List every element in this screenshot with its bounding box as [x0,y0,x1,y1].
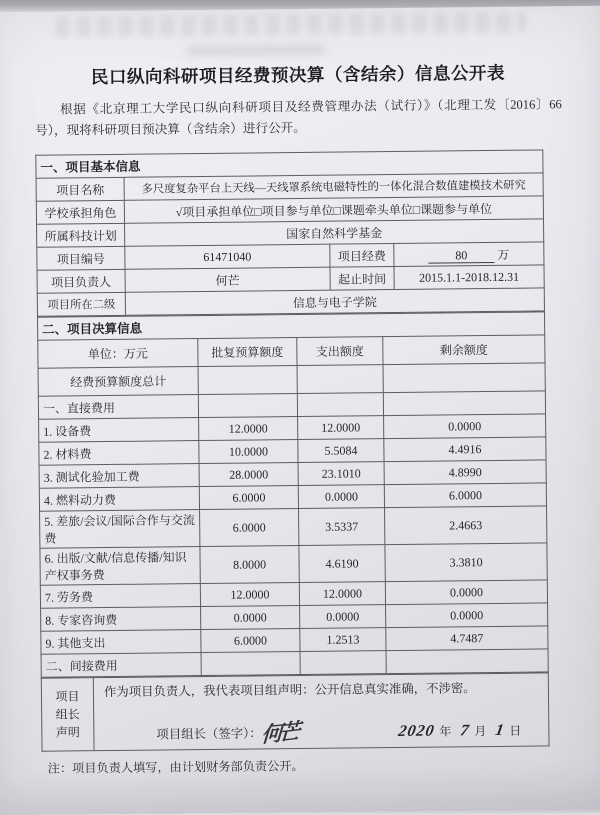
statement-table [41,672,550,751]
date-month: 7 [459,722,471,740]
statement-label [41,678,94,752]
indirect-spent-cell [300,651,386,675]
program-label: 所属科技计划 [37,223,125,247]
budget-table [37,311,549,677]
item-budget: 10.0000 [199,440,298,464]
item-label: 6. 出版/文献/信息传播/知识产权事务费 [40,547,200,586]
item-label: 1. 设备费 [39,418,199,443]
item-remain: 6.0000 [384,483,546,508]
indirect-cost-label: 二、间接费用 [41,653,201,678]
date-year: 2020 [396,722,436,741]
footnote: 注：项目负责人填写，由计划财务部负责公开。 [47,758,304,776]
dept-value: 信息与电子学院 [125,288,544,315]
item-budget: 28.0000 [199,463,298,487]
direct-cost-label: 一、直接费用 [38,395,198,420]
fund-amount: 80 [428,247,494,263]
pi-value: 何芒 [125,267,330,292]
item-remain: 2.4663 [385,506,547,545]
item-spent: 12.0000 [299,582,385,606]
dept-label: 项目所在二级 [37,292,125,316]
document-title: 民口纵向科研项目经费预决算（含结余）信息公开表 [90,62,506,88]
col-header-budget: 批复预算额度 [198,338,297,367]
item-remain: 0.0000 [386,603,548,628]
item-remain: 0.0000 [385,580,547,605]
item-spent: 1.2513 [300,628,386,652]
item-spent: 23.1010 [298,462,384,486]
item-label: 4. 燃料动力费 [39,487,199,512]
indirect-remain-cell [386,649,548,674]
fund-value-cell [394,242,544,267]
item-remain: 4.8990 [384,460,546,485]
item-label: 9. 其他支出 [41,630,201,655]
item-label: 5. 差旅/会议/国际合作与交流费 [40,510,200,549]
item-budget: 6.0000 [199,486,298,510]
item-budget: 8.0000 [200,546,299,584]
year-suffix: 年 [439,724,452,739]
month-suffix: 月 [474,724,487,739]
col-header-remain: 剩余额度 [383,335,545,365]
item-spent: 5.5084 [298,439,384,463]
item-spent: 12.0000 [298,416,384,440]
day-suffix: 日 [509,723,522,738]
item-remain: 3.3810 [385,543,547,582]
handwritten-signature: 何芒 [261,719,299,748]
item-remain: 4.4916 [384,437,546,462]
item-label: 8. 专家咨询费 [41,607,201,632]
document-content [34,6,569,776]
project-name-value: 多尺度复杂平台上天线—天线罩系统电磁特性的一体化混合数值建模技术研究 [124,173,543,200]
item-budget: 6.0000 [200,509,299,547]
item-budget: 12.0000 [199,417,298,441]
item-spent: 4.6190 [299,545,385,583]
total-remain-cell [383,363,545,393]
pi-label: 项目负责人 [37,269,125,293]
statement-label-line: 声明 [55,725,80,740]
direct-budget-cell [198,394,297,418]
item-remain: 0.0000 [384,414,546,439]
total-row-label: 经费预算额度总计 [38,367,198,397]
item-label: 3. 测试化验加工费 [39,464,199,489]
project-name-label: 项目名称 [36,177,124,201]
section2-header: 二、项目决算信息 [38,312,545,340]
statement-content [93,673,549,751]
period-value: 2015.1.1-2018.12.31 [394,265,544,290]
direct-spent-cell [297,393,383,417]
school-role-label: 学校承担角色 [36,200,124,224]
indirect-budget-cell [201,652,300,676]
item-budget: 12.0000 [200,583,299,607]
statement-label-line: 组长 [55,707,80,722]
date-day: 1 [494,721,506,739]
fund-label: 项目经费 [330,244,394,268]
unit-header: 单位：万元 [38,339,198,369]
item-spent: 0.0000 [300,605,386,629]
project-id-value: 61471040 [125,244,330,269]
statement-label-line: 项目 [55,689,80,704]
signature-row [104,712,540,747]
section1-header: 一、项目基本信息 [36,150,543,178]
col-header-spent: 支出额度 [297,337,383,366]
intro-paragraph: 根据《北京理工大学民口纵向科研项目及经费管理办法（试行）》（北理工发〔2016〕66 号），现将科研项目预决算（含结余）进行公开。 [34,97,562,138]
basic-info-table [35,149,545,316]
project-id-label: 项目编号 [37,246,125,270]
item-label: 7. 劳务费 [40,584,200,609]
paper-sheet [0,6,600,815]
budget-row-travel [40,506,547,548]
item-label: 2. 材料费 [39,441,199,466]
handwritten-date [398,722,526,741]
budget-row-publication [40,543,547,585]
fund-unit: 万 [497,247,510,262]
item-spent: 3.5337 [299,508,385,546]
total-spent-cell [297,365,383,394]
period-label: 起止时间 [330,267,394,291]
item-remain: 4.7487 [386,626,548,651]
sign-label: 项目组长（签字）： [156,726,262,742]
item-budget: 0.0000 [201,606,300,630]
total-budget-cell [198,366,297,395]
item-spent: 0.0000 [298,485,384,509]
program-value: 国家自然科学基金 [125,219,544,246]
school-role-value: √项目承担单位□项目参与单位□课题牵头单位□课题参与单位 [124,196,543,223]
direct-remain-cell [383,391,545,416]
item-budget: 6.0000 [201,629,300,653]
statement-text: 作为项目负责人，我代表项目组声明：公开信息真实准确，不涉密。 [103,681,476,700]
